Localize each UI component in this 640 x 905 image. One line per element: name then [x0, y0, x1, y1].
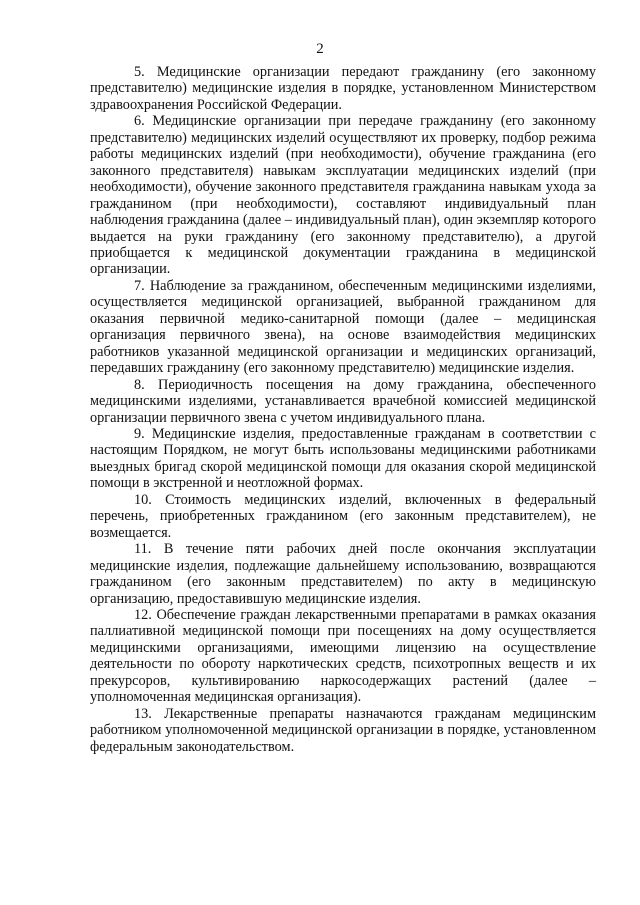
paragraph-8: 8. Периодичность посещения на дому гражданина, обеспеченного медицинскими изделиями, устанавливается врачебной комиссией медицинской организации первичного звена с учетом индивидуального плана. — [90, 376, 596, 426]
paragraph-13: 13. Лекарственные препараты назначаются гражданам медицинским работником уполномоченной медицинской организации в порядке, установленном федеральным законодательством. — [90, 705, 596, 755]
paragraph-11: 11. В течение пяти рабочих дней после окончания эксплуатации медицинские изделия, подлежащие дальнейшему использованию, возвращаются гражданином (его законным представителем) по акту в медицинскую организацию, предоставившую медицинские изделия. — [90, 541, 596, 607]
paragraph-5: 5. Медицинские организации передают гражданину (его законному представителю) медицинские изделия в порядке, установленном Министерством здравоохранения Российской Федерации. — [90, 64, 596, 113]
paragraph-7: 7. Наблюдение за гражданином, обеспеченным медицинскими изделиями, осуществляется медицинской организацией, выбранной гражданином для оказания первичной медико-санитарной помощи (далее – медицинская организация первичного звена), на основе взаимодействия медицинских работников указанной медицинской организации и медицинских организаций, передавших гражданину (его законному представителю) медицинские изделия. — [90, 277, 596, 377]
document-body — [90, 64, 596, 755]
paragraph-9: 9. Медицинские изделия, предоставленные гражданам в соответствии с настоящим Порядком, не могут быть использованы медицинскими работниками выездных бригад скорой медицинской помощи для оказания скорой медицинской помощи в экстренной и неотложной формах. — [90, 425, 596, 492]
paragraph-6: 6. Медицинские организации при передаче гражданину (его законному представителю) медицинских изделий осуществляют их проверку, подбор режима работы медицинских изделий (при необходимости), обучение гражданина (его законного представителя) навыкам эксплуатации медицинских изделий (при необходимости), обучение законного представителя гражданина навыкам ухода за гражданином (при необходимости), составляют индивидуальный план наблюдения гражданина (далее – индивидуальный план), один экземпляр которого выдается на руки гражданину (его законному представителю), а другой приобщается к медицинской документации гражданина в медицинской организации. — [90, 113, 596, 278]
paragraph-12: 12. Обеспечение граждан лекарственными препаратами в рамках оказания паллиативной медицинской помощи при посещениях на дому осуществляется медицинскими организациями, имеющими лицензию на осуществление деятельности по обороту наркотических средств, психотропных веществ и их прекурсоров, культивированию наркосодержащих растений (далее – уполномоченная медицинская организация). — [90, 606, 596, 706]
paragraph-10: 10. Стоимость медицинских изделий, включенных в федеральный перечень, приобретенных гражданином (его законным представителем), не возмещается. — [90, 491, 596, 541]
page-number: 2 — [316, 41, 324, 57]
